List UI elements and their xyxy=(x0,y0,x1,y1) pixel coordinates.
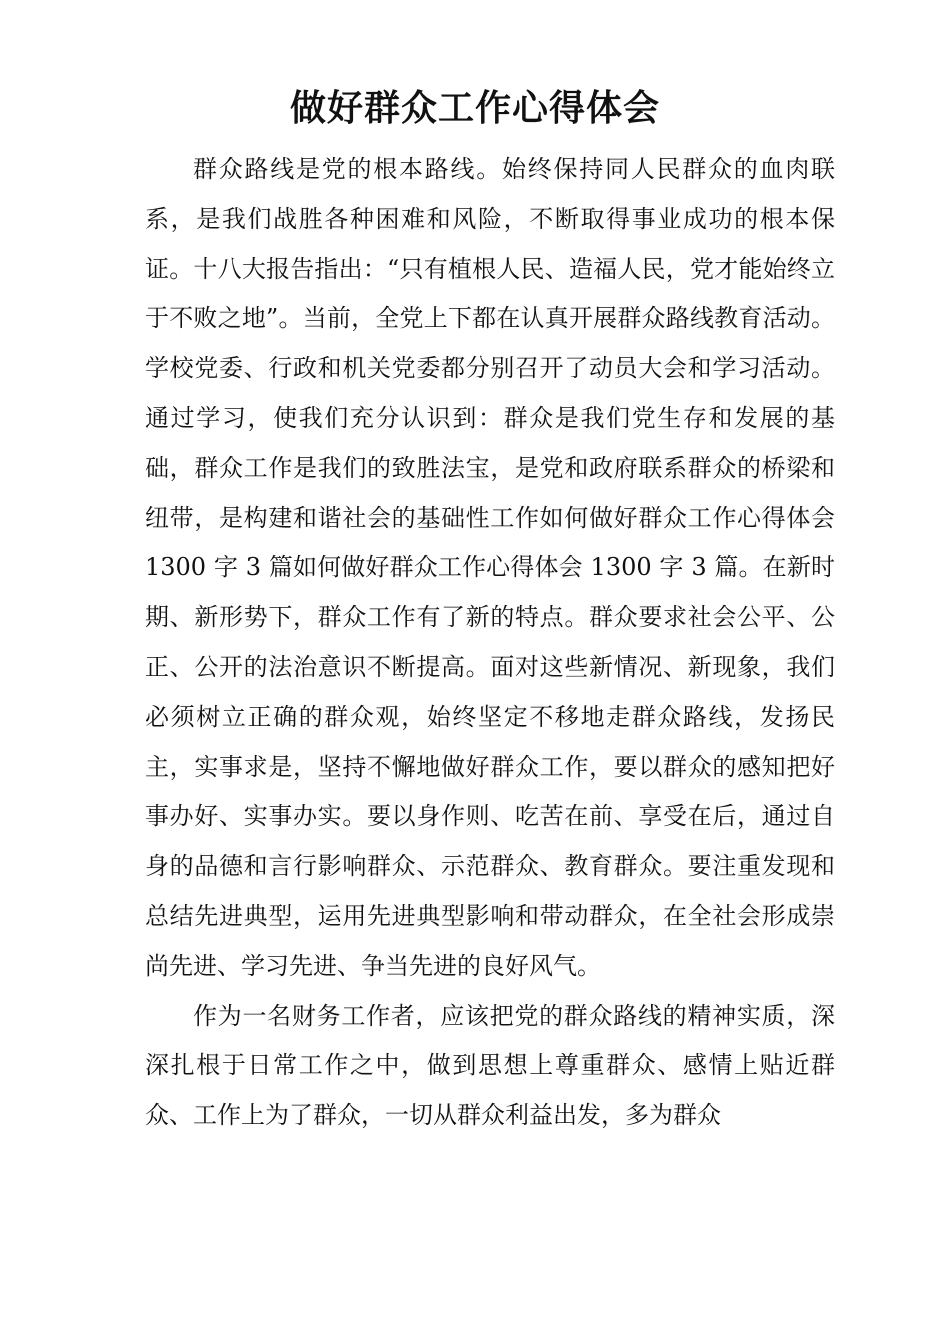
paragraph-1: 群众路线是党的根本路线。始终保持同人民群众的血肉联系，是我们战胜各种困难和风险，不断取得事业成功的根本保证。十八大报告指出：“只有植根人民、造福人民，党才能始终立于不败之地”。当前，全党上下都在认真开展群众路线教育活动。学校党委、行政和机关党委都分别召开了动员大会和学习活动。通过学习，使我们充分认识到：群众是我们党生存和发展的基础，群众工作是我们的致胜法宝，是党和政府联系群众的桥梁和纽带，是构建和谐社会的基础性工作如何做好群众工作心得体会 1300 字 3 篇如何做好群众工作心得体会 1300 字 3 篇。在新时期、新形势下，群众工作有了新的特点。群众要求社会公平、公正、公开的法治意识不断提高。面对这些新情况、新现象，我们必须树立正确的群众观，始终坚定不移地走群众路线，发扬民主，实事求是，坚持不懈地做好群众工作，要以群众的感知把好事办好、实事办实。要以身作则、吃苦在前、享受在后，通过自身的品德和言行影响群众、示范群众、教育群众。要注重发现和总结先进典型，运用先进典型影响和带动群众，在全社会形成崇尚先进、学习先进、争当先进的良好风气。 xyxy=(145,155,835,980)
document-body xyxy=(145,145,835,1141)
document-title: 做好群众工作心得体会 xyxy=(289,87,660,129)
paragraph-2: 作为一名财务工作者，应该把党的群众路线的精神实质，深深扎根于日常工作之中，做到思想上尊重群众、感情上贴近群众、工作上为了群众，一切从群众利益出发，多为群众 xyxy=(145,1001,835,1130)
